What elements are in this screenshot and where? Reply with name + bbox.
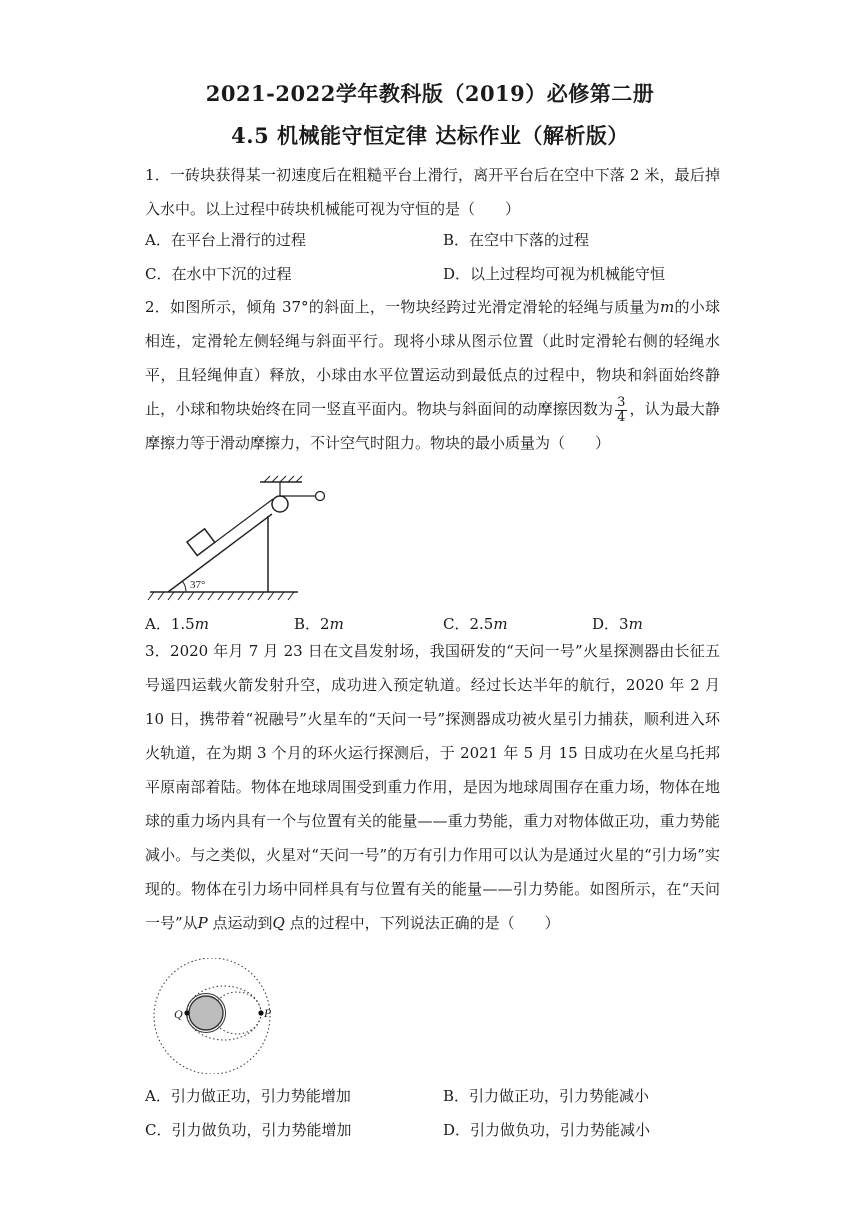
fraction-denominator: 4 <box>617 409 626 425</box>
question-1-stem: 1．一砖块获得某一初速度后在粗糙平台上滑行，离开平台后在空中下落 2 米，最后掉入水中。以上过程中砖块机械能可视为守恒的是（ ） <box>145 166 720 218</box>
document-subtitle: 4.5 机械能守恒定律 达标作业（解析版） <box>231 123 629 148</box>
option-a-var: m <box>194 615 209 633</box>
document-title: 2021-2022学年教科版（2019）必修第二册 <box>205 81 655 106</box>
option-c-value: C．2.5 <box>443 615 494 633</box>
question-1-option-d: D．以上过程均可视为机械能守恒 <box>443 265 666 283</box>
figure-p-label: P <box>264 1006 272 1020</box>
block-icon <box>187 529 215 556</box>
question-2-text-part3: ，认为最大静摩擦力等于滑动摩擦力，不计空气时阻力。物块的最小质量为（ ） <box>145 400 720 452</box>
question-3-option-d: D．引力做负功，引力势能减小 <box>443 1121 651 1139</box>
mass-symbol: m <box>659 298 675 316</box>
question-3-option-b: B．引力做正功，引力势能减小 <box>443 1087 650 1105</box>
question-1-option-b: B．在空中下落的过程 <box>443 231 590 249</box>
question-2-option-a <box>145 614 209 634</box>
option-b-value: B．2 <box>294 615 330 633</box>
option-d-value: D．3 <box>592 615 629 633</box>
pulley-icon <box>272 496 288 512</box>
question-1-option-a: A．在平台上滑行的过程 <box>145 231 306 249</box>
question-3-option-c: C．引力做负功，引力势能增加 <box>145 1121 352 1139</box>
question-2-option-b <box>294 614 344 634</box>
point-q-dot <box>184 1010 189 1015</box>
option-c-var: m <box>493 615 508 633</box>
incline-pulley-figure <box>140 474 340 604</box>
question-2-text-part2: 的小球相连，定滑轮左侧轻绳与斜面平行。现将小球从图示位置（此时定滑轮右侧的轻绳水平，且轻绳伸直）释放，小球由水平位置运动到最低点的过程中，物块和斜面始终静止，小球和物块始终在同一竖直平面内。物块与斜面间的动摩擦因数为 <box>145 298 720 418</box>
option-a-value: A．1.5 <box>145 615 195 633</box>
question-3-text-end: 点的过程中，下列说法正确的是（ ） <box>284 914 560 932</box>
mars-icon <box>189 996 223 1030</box>
question-2-stem <box>145 290 720 460</box>
point-p-dot <box>258 1010 263 1015</box>
fraction-numerator: 3 <box>617 394 626 410</box>
friction-coefficient-fraction <box>615 396 627 425</box>
question-2-option-c <box>443 614 508 634</box>
point-q-label: Q <box>272 914 285 932</box>
option-b-var: m <box>329 615 344 633</box>
angle-label: 37° <box>190 579 206 591</box>
question-3-option-a: A．引力做正功，引力势能增加 <box>145 1087 351 1105</box>
question-1-option-c: C．在水中下沉的过程 <box>145 265 292 283</box>
question-3-text-mid: 点运动到 <box>207 914 273 932</box>
point-p-label: P <box>197 914 208 932</box>
question-3-stem <box>145 634 720 940</box>
ball-icon <box>316 492 325 501</box>
option-d-var: m <box>628 615 643 633</box>
question-2-option-d <box>592 614 643 634</box>
question-2-text-part1: 2．如图所示，倾角 37°的斜面上，一物块经跨过光滑定滑轮的轻绳与质量为 <box>145 298 660 316</box>
figure-q-label: Q <box>174 1007 183 1021</box>
orbit-figure <box>146 958 278 1074</box>
question-3-text: 3．2020 年月 7 月 23 日在文昌发射场，我国研发的“天问一号”火星探测器由长征五号遥四运载火箭发射升空，成功进入预定轨道。经过长达半年的航行，2020 年 2 月 10 日，携带着“祝融号”火星车的“天问一号”探测器成功被火星引力捕获，顺利进入环火轨道，在为期 3 个月的环火运行探测后，于 2021 年 5 月 15 日成功在火星乌托邦平原南部着陆。物体在地球周围受到重力作用，是因为地球周围存在重力场，物体在地球的重力场内具有一个与位置有关的能量——重力势能，重力对物体做正功，重力势能减小。与之类似，火星对“天问一号”的万有引力作用可以认为是通过火星的“引力场”实现的。物体在引力场中同样具有与位置有关的能量——引力势能。如图所示，在“天问一号”从 <box>145 642 720 932</box>
